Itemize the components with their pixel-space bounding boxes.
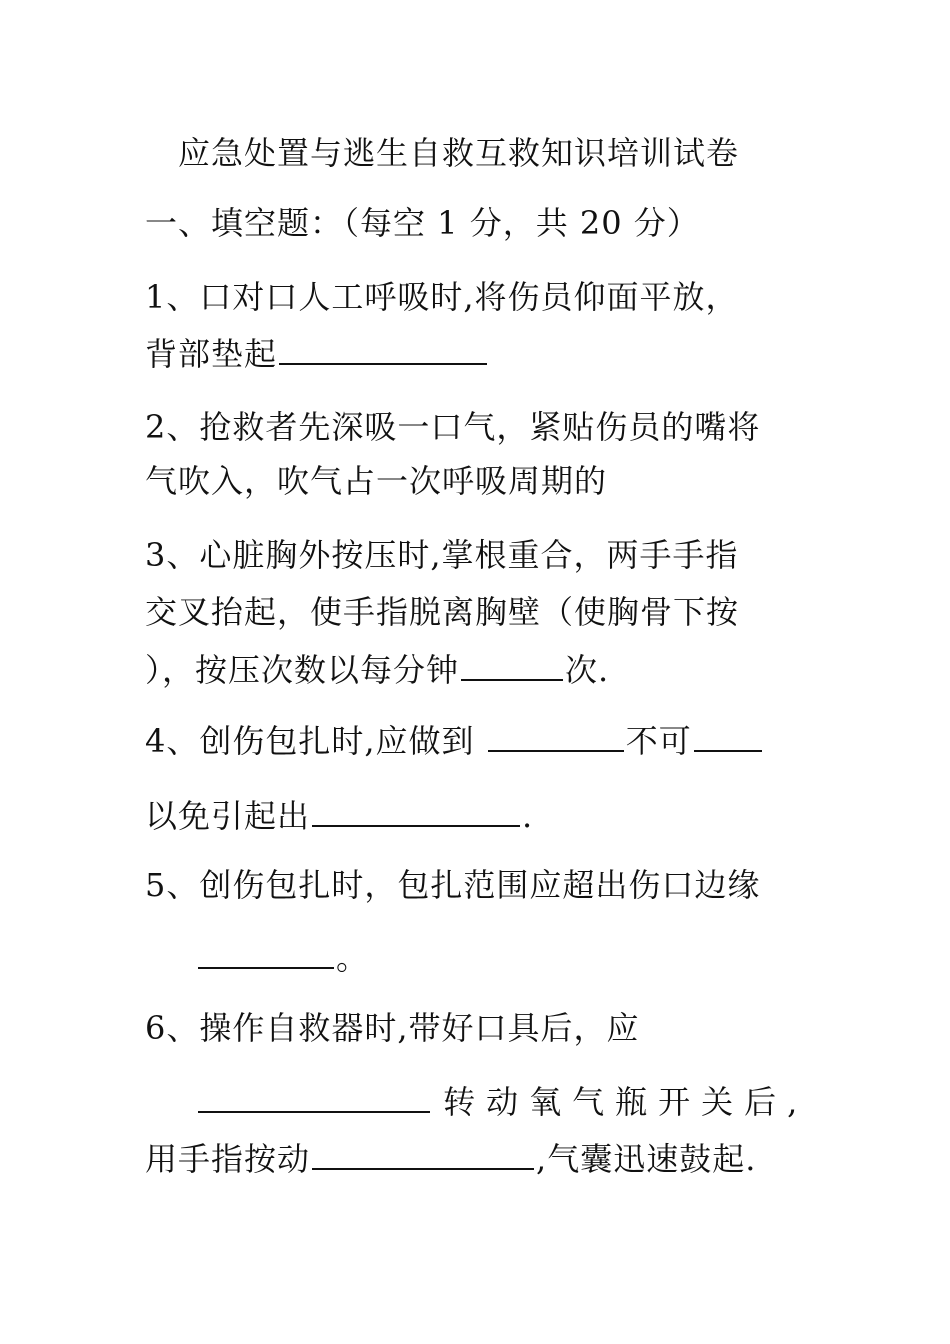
- answer-blank[interactable]: [198, 937, 334, 969]
- question-3-line-3: [145, 649, 815, 690]
- question-5-line-1: 5、创伤包扎时，包扎范围应超出伤口边缘: [145, 866, 761, 904]
- question-2-line-2: 气吹入，吹气占一次呼吸周期的: [145, 462, 608, 500]
- question-4-text: 4、创伤包扎时,应做到: [145, 722, 486, 760]
- question-6-line-2: [196, 1081, 866, 1122]
- question-5-suffix: 。: [336, 939, 370, 977]
- answer-blank[interactable]: [694, 720, 762, 752]
- question-4-line-2: [145, 795, 815, 836]
- question-4-suffix: .: [522, 797, 534, 835]
- question-3-suffix: 次.: [565, 651, 610, 689]
- question-5-line-2: [196, 937, 866, 978]
- question-1-line-2: [145, 333, 815, 374]
- question-2-line-1: 2、抢救者先深吸一口气，紧贴伤员的嘴将: [145, 408, 761, 446]
- question-3-line-2: 交叉抬起，使手指脱离胸壁（使胸骨下按: [145, 593, 740, 631]
- answer-blank[interactable]: [198, 1081, 430, 1113]
- question-3-line-1: 3、心脏胸外按压时,掌根重合，两手手指: [145, 536, 739, 574]
- question-6-text-2: 用手指按动: [145, 1140, 311, 1178]
- answer-blank[interactable]: [279, 333, 487, 365]
- question-6-line-3: [145, 1138, 815, 1179]
- question-4-middle: 不可: [625, 722, 692, 760]
- answer-blank[interactable]: [312, 795, 520, 827]
- question-6-suffix: ,气囊迅速鼓起.: [536, 1140, 757, 1178]
- question-1-text: 背部垫起: [145, 335, 278, 373]
- section-heading: 一、填空题：（每空 1 分，共 20 分）: [145, 204, 700, 242]
- question-4-text-2: 以免引起出: [145, 797, 311, 835]
- answer-blank[interactable]: [312, 1138, 534, 1170]
- question-6-text: 转动氧气瓶开关后,: [443, 1083, 809, 1121]
- question-6-line-1: 6、操作自救器时,带好口具后，应: [145, 1009, 640, 1047]
- question-4-line-1: [145, 720, 815, 761]
- question-3-text: ），按压次数以每分钟: [145, 651, 460, 689]
- question-1-line-1: 1、口对口人工呼吸时,将伤员仰面平放，: [145, 278, 739, 316]
- document-title: 应急处置与逃生自救互救知识培训试卷: [178, 134, 740, 172]
- answer-blank[interactable]: [488, 720, 624, 752]
- answer-blank[interactable]: [461, 649, 563, 681]
